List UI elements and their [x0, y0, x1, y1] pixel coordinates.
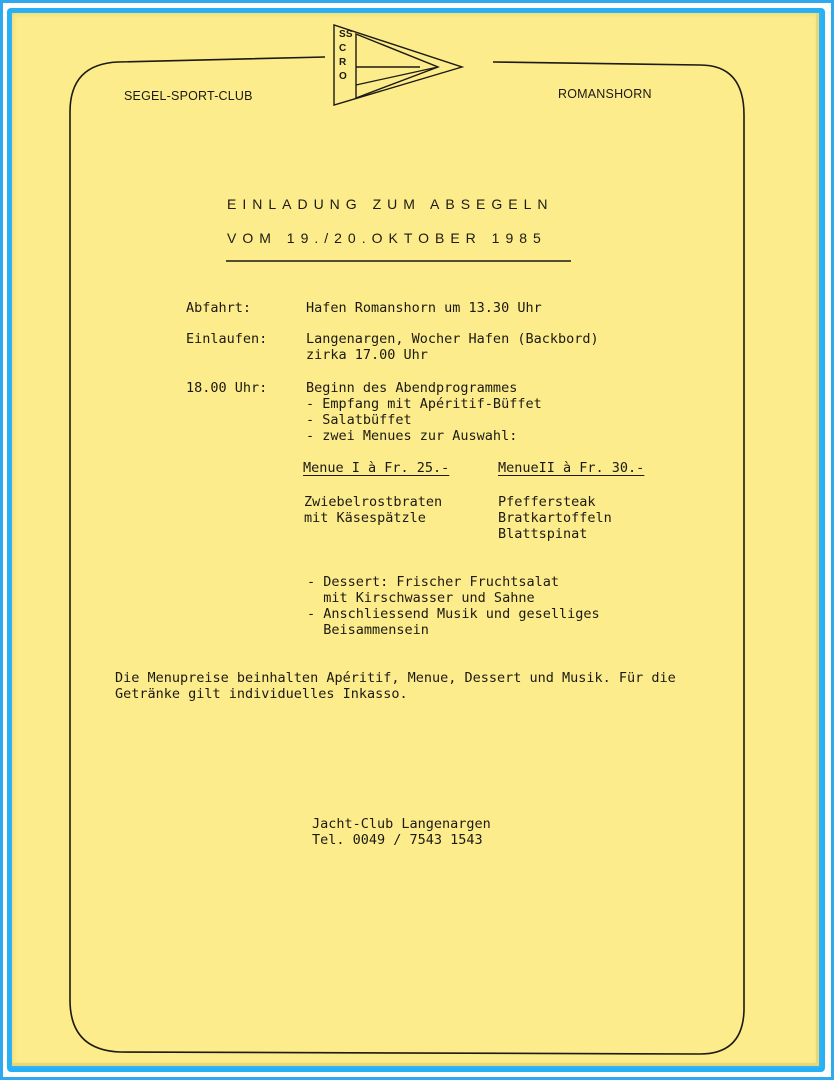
page-subtitle: VOM 19./20.OKTOBER 1985 — [227, 230, 547, 246]
menu-2-line: Pfeffersteak — [498, 494, 596, 510]
contact-club: Jacht-Club Langenargen — [312, 816, 491, 832]
club-logo-icon — [334, 25, 462, 105]
menu-1-line: mit Käsespätzle — [304, 510, 426, 526]
menu-1-line: Zwiebelrostbraten — [304, 494, 443, 510]
menu-1-heading: Menue I à Fr. 25.- — [303, 460, 450, 476]
logo-text: SSCRO — [339, 29, 353, 82]
extras-line: - Anschliessend Musik und geselliges — [307, 606, 600, 622]
schedule-label-arrival: Einlaufen: — [186, 331, 268, 347]
page-title: EINLADUNG ZUM ABSEGELN — [227, 196, 554, 212]
schedule-label-evening: 18.00 Uhr: — [186, 380, 268, 396]
club-name-right: ROMANSHORN — [558, 87, 652, 101]
contact-phone: Tel. 0049 / 7543 1543 — [312, 832, 483, 848]
menu-2-line: Blattspinat — [498, 526, 588, 542]
extras-line: mit Kirschwasser und Sahne — [307, 590, 535, 606]
club-name-left: SEGEL-SPORT-CLUB — [124, 89, 253, 103]
price-note: Getränke gilt individuelles Inkasso. — [115, 686, 408, 702]
price-note: Die Menupreise beinhalten Apéritif, Menue, Dessert und Musik. Für die — [115, 670, 676, 686]
extras-line: - Dessert: Frischer Fruchtsalat — [307, 574, 559, 590]
schedule-item-reception: - Empfang mit Apéritif-Büffet — [306, 396, 542, 412]
schedule-value-arrival: Langenargen, Wocher Hafen (Backbord) — [306, 331, 599, 347]
schedule-label-departure: Abfahrt: — [186, 300, 252, 316]
schedule-item-salad: - Salatbüffet — [306, 412, 412, 428]
menu-2-line: Bratkartoffeln — [498, 510, 612, 526]
schedule-value-evening: Beginn des Abendprogrammes — [306, 380, 518, 396]
menu-2-heading: MenueII à Fr. 30.- — [498, 460, 645, 476]
extras-line: Beisammensein — [307, 622, 429, 638]
schedule-value-departure: Hafen Romanshorn um 13.30 Uhr — [306, 300, 542, 316]
schedule-value-arrival-time: zirka 17.00 Uhr — [306, 347, 428, 363]
schedule-item-menus: - zwei Menues zur Auswahl: — [306, 428, 518, 444]
